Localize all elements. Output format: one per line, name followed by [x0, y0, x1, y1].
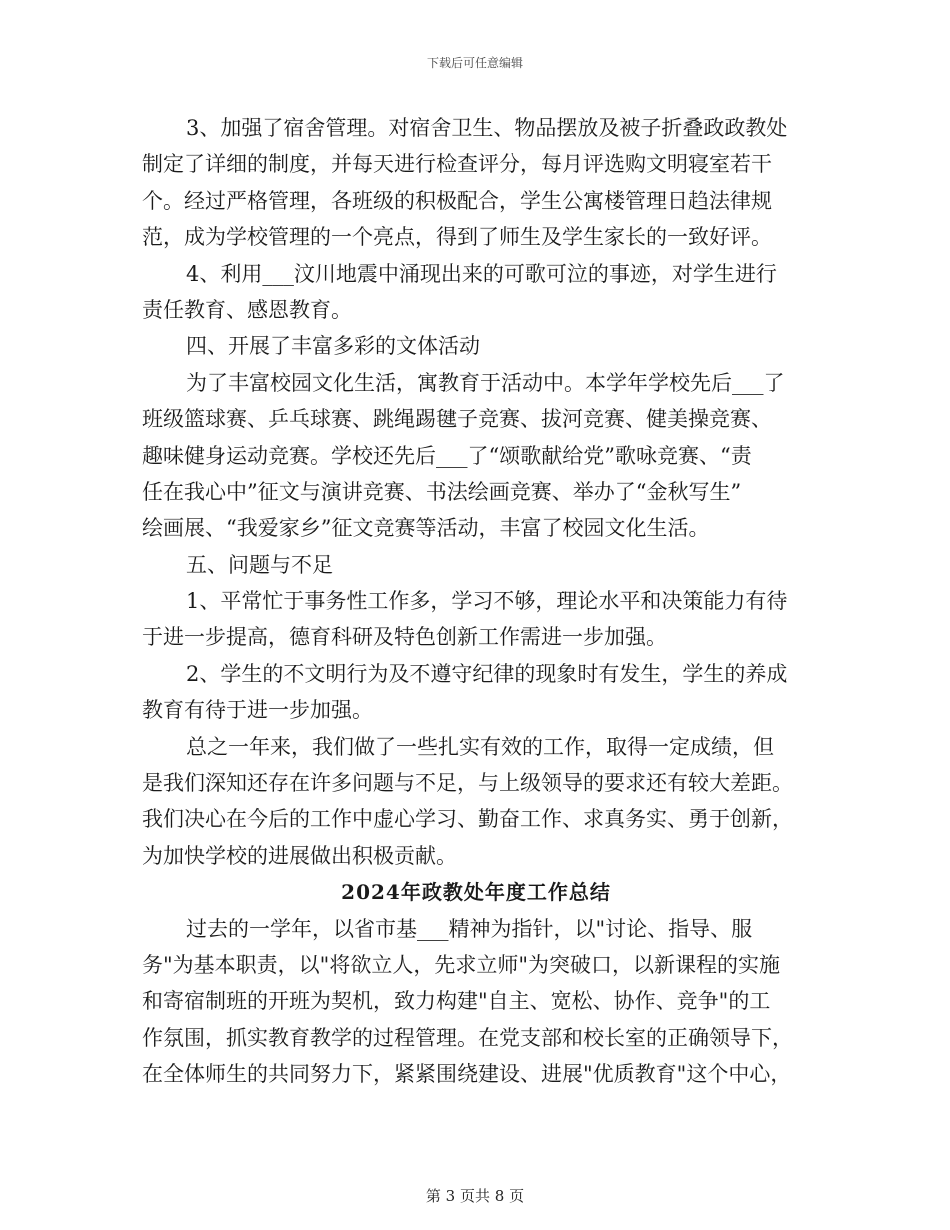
text-line: 在全体师生的共同努力下，紧紧围绕建设、进展"优质教育"这个中心， — [142, 1062, 792, 1087]
text-line: 为了丰富校园文化生活，寓教育于活动中。本学年学校先后___了 — [186, 370, 785, 395]
text-line: 责任教育、感恩教育。 — [142, 297, 352, 322]
text-line: 四、开展了丰富多彩的文体活动 — [186, 334, 480, 359]
text-line: 五、问题与不足 — [186, 552, 333, 577]
text-line: 3、加强了宿舍管理。对宿舍卫生、物品摆放及被子折叠政政教处 — [186, 116, 788, 140]
page-header: 下载后可任意编辑 — [426, 56, 523, 70]
text-line: 过去的一学年，以省市基___精神为指针，以"讨论、指导、服 — [186, 916, 753, 941]
text-line: 趣味健身运动竞赛。学校还先后___了“颂歌献给党”歌咏竞赛、“责 — [142, 443, 752, 468]
text-line: 班级篮球赛、乒乓球赛、跳绳踢毽子竞赛、拔河竞赛、健美操竞赛、 — [142, 407, 772, 432]
text-line: 2、学生的不文明行为及不遵守纪律的现象时有发生，学生的养成 — [186, 661, 788, 686]
text-line: 为加快学校的进展做出积极贡献。 — [142, 843, 457, 868]
text-line: 于进一步提高，德育科研及特色创新工作需进一步加强。 — [142, 625, 667, 650]
text-line: 4、利用___汶川地震中涌现出来的可歌可泣的事迹，对学生进行 — [186, 261, 777, 286]
text-line: 和寄宿制班的开班为契机，致力构建"自主、宽松、协作、竞争"的工 — [142, 989, 771, 1014]
text-line: 务"为基本职责，以"将欲立人，先求立师"为突破口，以新课程的实施 — [142, 952, 780, 977]
page-footer: 第 3 页共 8 页 — [425, 1187, 525, 1205]
section-title: 2024年政教处年度工作总结 — [341, 880, 611, 905]
text-line: 个。经过严格管理，各班级的积极配合，学生公寓楼管理日趋法律规 — [142, 188, 772, 213]
text-line: 绘画展、“我爱家乡”征文竞赛等活动，丰富了校园文化生活。 — [142, 516, 710, 541]
text-line: 范，成为学校管理的一个亮点，得到了师生及学生家长的一致好评。 — [142, 225, 772, 250]
text-line: 总之一年来，我们做了一些扎实有效的工作，取得一定成绩，但 — [186, 734, 774, 759]
text-line: 作氛围，抓实教育教学的过程管理。在党支部和校长室的正确领导下， — [142, 1025, 793, 1050]
text-line: 制定了详细的制度，并每天进行检查评分，每月评选购文明寝室若干 — [142, 152, 772, 177]
text-line: 任在我心中”征文与演讲竞赛、书法绘画竞赛、举办了“金秋写生” — [142, 479, 742, 504]
text-line: 教育有待于进一步加强。 — [142, 698, 373, 723]
text-line: 是我们深知还存在许多问题与不足，与上级领导的要求还有较大差距。 — [142, 771, 793, 796]
text-line: 1、平常忙于事务性工作多，学习不够，理论水平和决策能力有待 — [186, 589, 788, 614]
document-body — [142, 110, 810, 1093]
text-line: 我们决心在今后的工作中虚心学习、勤奋工作、求真务实、勇于创新， — [142, 807, 793, 832]
